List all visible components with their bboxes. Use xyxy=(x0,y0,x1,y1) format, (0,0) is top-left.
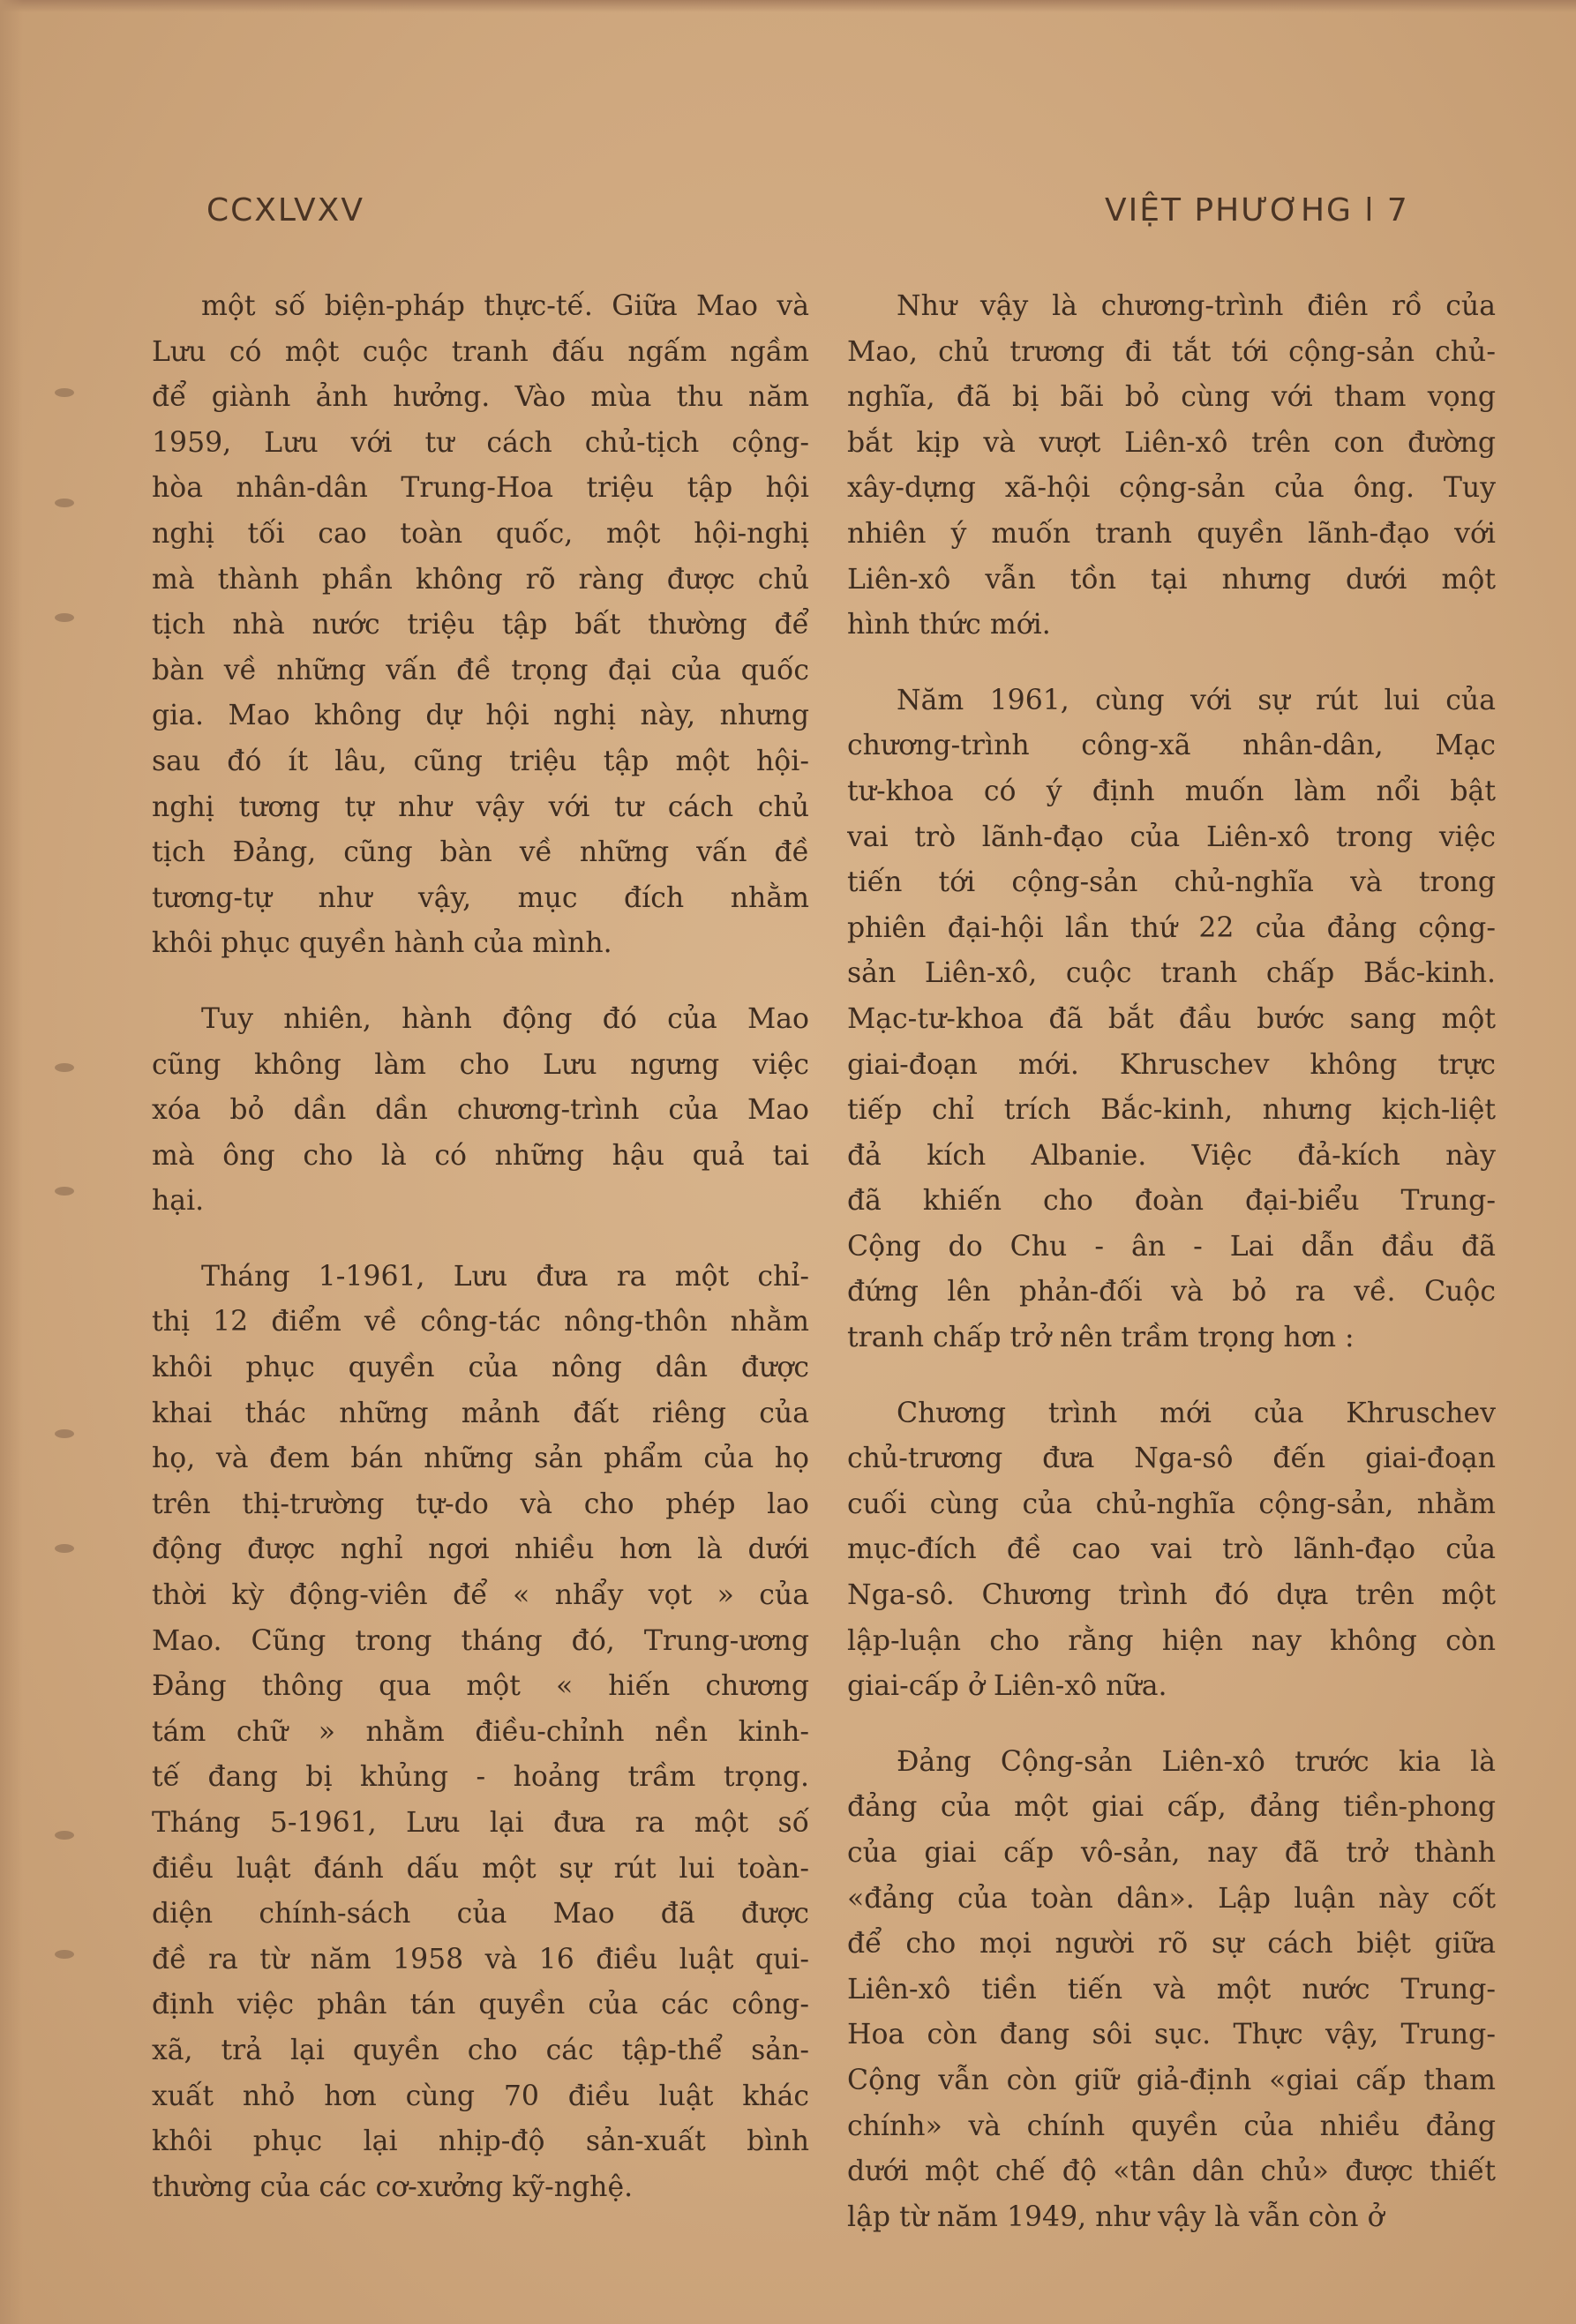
paragraph-gap xyxy=(152,1225,809,1255)
text-line: trên thị-trường tự-do và cho phép lao xyxy=(152,1488,809,1520)
text-line: đảng của một giai cấp, đảng tiền-phong xyxy=(847,1791,1496,1824)
right-text-column xyxy=(847,284,1496,2240)
text-line: định việc phân tán quyền của các công- xyxy=(152,1989,809,2021)
text-line: 1959, Lưu với tư cách chủ-tịch cộng- xyxy=(152,426,809,459)
text-line: chính» và chính quyền của nhiều đảng xyxy=(847,2110,1496,2142)
text-line: khôi phục lại nhịp-độ sản-xuất bình xyxy=(152,2125,809,2158)
text-line: sản Liên-xô, cuộc tranh chấp Bắc-kinh. xyxy=(847,957,1496,990)
text-line: mà thành phần không rõ ràng được chủ xyxy=(152,563,809,596)
hole-punch-mark xyxy=(55,1544,74,1553)
text-line: diện chính-sách của Mao đã được xyxy=(152,1898,809,1930)
running-header-right: VIỆT PHƯƠHG l 7 xyxy=(1105,192,1409,229)
text-line: Nga-sô. Chương trình đó dựa trên một xyxy=(847,1579,1496,1612)
paragraph xyxy=(847,678,1496,1361)
text-line: thường của các cơ-xưởng kỹ-nghệ. xyxy=(152,2170,634,2203)
text-line: Mao. Cũng trong tháng đó, Trung-ương xyxy=(152,1624,809,1657)
text-line: Cộng vẫn còn giữ giả-định «giai cấp tham xyxy=(847,2064,1496,2096)
text-line: nghị tối cao toàn quốc, một hội-nghị xyxy=(152,517,809,550)
text-line: Năm 1961, cùng với sự rút lui của xyxy=(897,684,1496,716)
text-line: Chương trình mới của Khruschev xyxy=(897,1397,1496,1429)
text-line: xóa bỏ dần dần chương-trình của Mao xyxy=(152,1094,809,1127)
text-line: Tháng 5-1961, Lưu lại đưa ra một số xyxy=(152,1807,809,1839)
text-line: họ, và đem bán những sản phẩm của họ xyxy=(152,1443,809,1475)
paragraph xyxy=(847,284,1496,648)
text-line: xuất nhỏ hơn cùng 70 điều luật khác xyxy=(152,2080,809,2112)
paragraph-gap xyxy=(847,648,1496,678)
text-line: khôi phục quyền hành của mình. xyxy=(152,927,612,960)
page-edge-shadow-top xyxy=(0,0,1576,12)
text-line: cuối cùng của chủ-nghĩa cộng-sản, nhằm xyxy=(847,1488,1496,1520)
paragraph xyxy=(847,1740,1496,2241)
text-line: tiếp chỉ trích Bắc-kinh, nhưng kịch-liệt xyxy=(847,1094,1496,1127)
text-line: Liên-xô tiền tiến và một nước Trung- xyxy=(847,1973,1496,2005)
text-line: tế đang bị khủng - hoảng trầm trọng. xyxy=(152,1761,809,1794)
paragraph-gap xyxy=(847,1710,1496,1740)
text-line: dưới một chế độ «tân dân chủ» được thiết xyxy=(847,2155,1496,2188)
text-line: Tuy nhiên, hành động đó của Mao xyxy=(201,1002,809,1035)
text-line: Đảng Cộng-sản Liên-xô trước kia là xyxy=(897,1745,1496,1778)
text-line: một số biện-pháp thực-tế. Giữa Mao và xyxy=(201,290,809,322)
text-line: Đảng thông qua một « hiến chương xyxy=(152,1670,809,1703)
text-line: chủ-trương đưa Nga-sô đến giai-đoạn xyxy=(847,1443,1496,1475)
text-line: thời kỳ động-viên để « nhẩy vọt » của xyxy=(152,1579,809,1612)
text-line: giai-cấp ở Liên-xô nữa. xyxy=(847,1670,1167,1703)
text-line: mà ông cho là có những hậu quả tai xyxy=(152,1139,809,1172)
text-line: cũng không làm cho Lưu ngưng việc xyxy=(152,1048,809,1081)
text-line: bàn về những vấn đề trọng đại của quốc xyxy=(152,654,809,686)
hole-punch-mark xyxy=(55,1187,74,1196)
text-line: mục-đích đề cao vai trò lãnh-đạo của xyxy=(847,1533,1496,1566)
text-line: Tháng 1-1961, Lưu đưa ra một chỉ- xyxy=(201,1260,809,1293)
text-line: thị 12 điểm về công-tác nông-thôn nhằm xyxy=(152,1306,809,1338)
hole-punch-mark xyxy=(55,613,74,622)
text-line: lập-luận cho rằng hiện nay không còn xyxy=(847,1624,1496,1657)
text-line: gia. Mao không dự hội nghị này, nhưng xyxy=(152,700,809,732)
text-line: đả kích Albanie. Việc đả-kích này xyxy=(847,1139,1496,1172)
text-line: sau đó ít lâu, cũng triệu tập một hội- xyxy=(152,745,809,777)
text-line: phiên đại-hội lần thứ 22 của đảng cộng- xyxy=(847,911,1496,944)
text-line: tiến tới cộng-sản chủ-nghĩa và trong xyxy=(847,866,1496,899)
text-line: nghĩa, đã bị bãi bỏ cùng với tham vọng xyxy=(847,381,1496,414)
text-line: Liên-xô vẫn tồn tại nhưng dưới một xyxy=(847,563,1496,596)
text-line: tranh chấp trở nên trầm trọng hơn : xyxy=(847,1322,1355,1354)
text-line: khai thác những mảnh đất riêng của xyxy=(152,1397,809,1429)
text-line: động được nghỉ ngơi nhiều hơn là dưới xyxy=(152,1533,809,1566)
text-line: lập từ năm 1949, như vậy là vẫn còn ở xyxy=(847,2200,1385,2233)
left-text-column xyxy=(152,284,809,2210)
text-line: vai trò lãnh-đạo của Liên-xô trong việc xyxy=(847,821,1496,853)
running-header-left: CCXLVXV xyxy=(206,192,364,229)
text-line: giai-đoạn mới. Khruschev không trực xyxy=(847,1048,1496,1081)
text-line: hòa nhân-dân Trung-Hoa triệu tập hội xyxy=(152,472,809,505)
text-line: chương-trình công-xã nhân-dân, Mạc xyxy=(847,730,1496,762)
text-line: tư-khoa có ý định muốn làm nổi bật xyxy=(847,775,1496,807)
text-line: Cộng do Chu - ân - Lai dẫn đầu đã xyxy=(847,1230,1496,1263)
text-line: Mạc-tư-khoa đã bắt đầu bước sang một xyxy=(847,1002,1496,1035)
text-line: hình thức mới. xyxy=(847,609,1051,641)
text-line: để cho mọi người rõ sự cách biệt giữa xyxy=(847,1928,1496,1960)
text-line: hại. xyxy=(152,1185,205,1218)
text-line: «đảng của toàn dân». Lập luận này cốt xyxy=(847,1882,1496,1915)
text-line: tương-tự như vậy, mục đích nhằm xyxy=(152,881,809,914)
hole-punch-mark xyxy=(55,1429,74,1438)
page-edge-shadow-left xyxy=(0,0,23,2324)
hole-punch-mark xyxy=(55,1950,74,1959)
text-line: nghị tương tự như vậy với tư cách chủ xyxy=(152,791,809,823)
paragraph xyxy=(152,997,809,1225)
text-line: xã, trả lại quyền cho các tập-thể sản- xyxy=(152,2034,809,2066)
text-line: tịch Đảng, cũng bàn về những vấn đề xyxy=(152,836,809,869)
text-line: Hoa còn đang sôi sục. Thực vậy, Trung- xyxy=(847,2019,1496,2051)
hole-punch-mark xyxy=(55,1831,74,1840)
text-line: đứng lên phản-đối và bỏ ra về. Cuộc xyxy=(847,1276,1496,1308)
hole-punch-mark xyxy=(55,388,74,397)
text-line: Như vậy là chương-trình điên rồ của xyxy=(897,290,1496,322)
text-line: của giai cấp vô-sản, nay đã trở thành xyxy=(847,1837,1496,1869)
text-line: Mao, chủ trương đi tắt tới cộng-sản chủ- xyxy=(847,335,1496,368)
paragraph xyxy=(847,1391,1496,1710)
text-line: đã khiến cho đoàn đại-biểu Trung- xyxy=(847,1185,1496,1218)
paragraph-gap xyxy=(152,967,809,997)
text-line: để giành ảnh hưởng. Vào mùa thu năm xyxy=(152,381,809,414)
hole-punch-mark xyxy=(55,1063,74,1072)
text-line: nhiên ý muốn tranh quyền lãnh-đạo với xyxy=(847,517,1496,550)
text-line: bắt kịp và vượt Liên-xô trên con đường xyxy=(847,426,1496,459)
text-line: đề ra từ năm 1958 và 16 điều luật qui- xyxy=(152,1943,809,1975)
text-line: tịch nhà nước triệu tập bất thường để xyxy=(152,609,809,641)
text-line: Lưu có một cuộc tranh đấu ngấm ngầm xyxy=(152,335,809,368)
text-line: khôi phục quyền của nông dân được xyxy=(152,1352,809,1384)
hole-punch-mark xyxy=(55,499,74,507)
paragraph xyxy=(152,284,809,967)
paragraph-gap xyxy=(847,1361,1496,1391)
text-line: xây-dựng xã-hội cộng-sản của ông. Tuy xyxy=(847,472,1496,505)
text-line: tám chữ » nhằm điều-chỉnh nền kinh- xyxy=(152,1715,809,1748)
paragraph xyxy=(152,1255,809,2210)
text-line: điều luật đánh dấu một sự rút lui toàn- xyxy=(152,1852,809,1885)
